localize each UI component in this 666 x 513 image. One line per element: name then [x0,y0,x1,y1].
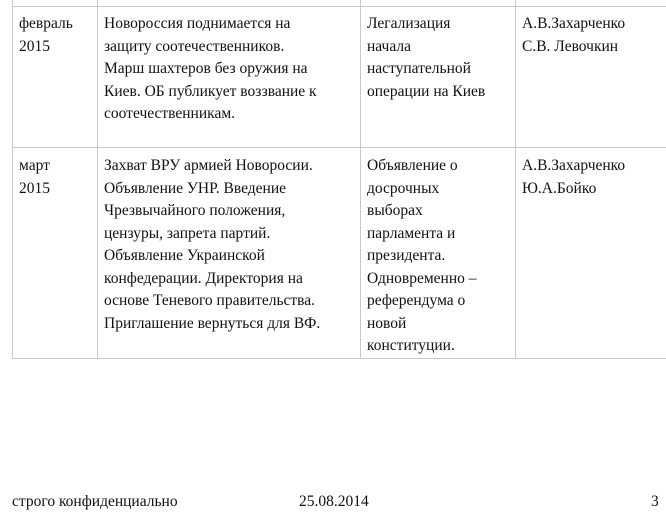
cell-text-line: А.В.Захарченко [522,13,666,36]
cell-text-line: Чрезвычайного положения, [104,200,354,223]
cell-text-line: досрочных [367,178,509,201]
cell-text-line: референдума о [367,290,509,313]
responsible-cell [516,7,666,148]
cell-text-line: президента. [367,245,509,268]
period-cell [13,7,98,148]
goal-cell [361,148,516,359]
page-number: 3 [651,493,659,511]
cell-text-line: конфедерации. Директория на [104,268,354,291]
cell-text-line: защиту соотечественников. [104,36,354,59]
cell-text-line: конституции. [367,335,509,358]
cell-text-line: Марш шахтеров без оружия на [104,58,354,81]
table-row [13,7,666,148]
footer-date: 25.08.2014 [299,493,369,511]
cell-text-line: цензуры, запрета партий. [104,223,354,246]
cell-text-line: наступательной [367,58,509,81]
page-footer [0,493,666,513]
cell-text-line: 2015 [19,36,91,59]
cell-text-line: основе Теневого правительства. [104,290,354,313]
goal-cell [361,7,516,148]
cell-text-line: 2015 [19,178,91,201]
responsible-cell [516,148,666,359]
table-row [13,148,666,359]
events-cell [98,148,361,359]
cell-text-line: новой [367,313,509,336]
period-cell [13,148,98,359]
cell-text-line: Легализация [367,13,509,36]
cell-text-line: Захват ВРУ армией Новоросии. [104,155,354,178]
cell-text-line: Новороссия поднимается на [104,13,354,36]
cell-text-line: Объявление УНР. Введение [104,178,354,201]
cell-text-line: А.В.Захарченко [522,155,666,178]
cell-text-line: соотечественникам. [104,103,354,126]
events-cell [98,7,361,148]
cell-text-line: Киев. ОБ публикует воззвание к [104,81,354,104]
cell-text-line: начала [367,36,509,59]
cell-text-line: операции на Киев [367,81,509,104]
confidentiality-label: строго конфиденциально [12,493,178,511]
cell-text-line: март [19,155,91,178]
cell-text-line: февраль [19,13,91,36]
cell-text-line: С.В. Левочкин [522,36,666,59]
cell-text-line: Одновременно – [367,268,509,291]
cell-text-line: Объявление о [367,155,509,178]
cell-text-line: выборах [367,200,509,223]
plan-table [12,0,666,359]
cell-text-line: Ю.А.Бойко [522,178,666,201]
cell-text-line: Приглашение вернуться для ВФ. [104,313,354,336]
cell-text-line: Объявление Украинской [104,245,354,268]
cell-text-line: парламента и [367,223,509,246]
